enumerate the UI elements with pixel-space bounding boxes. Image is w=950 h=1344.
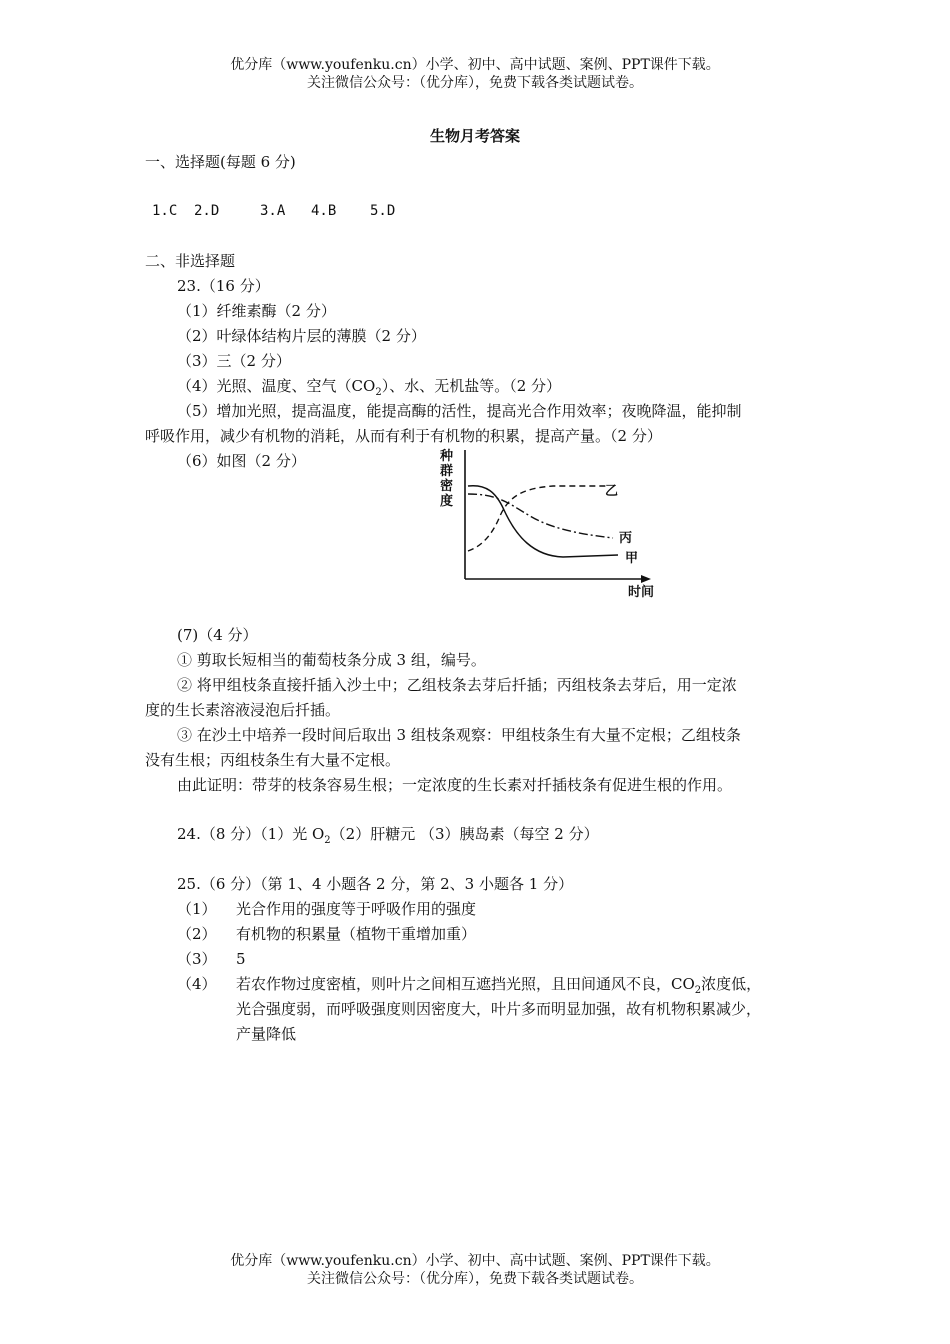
q23-answer-7-title: (7)（4 分） <box>177 626 258 644</box>
mc-answer-4: 4.B <box>311 203 337 219</box>
q24-answer: 24.（8 分）（1）光 $O_2(2)$肝糖元 （3）胰岛素（每空 2 分） <box>177 825 599 846</box>
header-line-2: 关注微信公众号：（优分库），免费下载各类试题试卷。 <box>307 75 643 91</box>
mc-answer-3: 3.A <box>260 203 286 219</box>
page-title: 生物月考答案 <box>429 127 520 145</box>
q25-item-3: （3） 5 <box>177 950 246 968</box>
q25-item-4-line-3: 产量降低 <box>236 1025 297 1043</box>
q23-answer-4: （4）光照、温度、空气$(CO_2)$、水、无机盐等。（2 分） <box>177 377 562 398</box>
footer-line-2: 关注微信公众号：（优分库），免费下载各类试题试卷。 <box>307 1271 643 1287</box>
q23-answer-3: （3）三（2 分） <box>177 352 291 370</box>
x-axis-label: 时间 <box>628 585 655 600</box>
curve-label-bing: 丙 <box>619 531 633 546</box>
mc-answer-1: 1.C <box>152 203 178 219</box>
q23-answer-5-line-2: 呼吸作用，减少有机物的消耗，从而有利于有机物的积累，提高产量。（2 分） <box>145 427 662 445</box>
q23-answer-7-step-2-line-2: 度的生长素溶液浸泡后扦插。 <box>145 701 341 719</box>
section2-heading: 二、非选择题 <box>145 252 236 270</box>
y-label-char-2: 群 <box>440 464 454 479</box>
q23-answer-5-line-1: （5）增加光照，提高温度，能提高酶的活性，提高光合作用效率；夜晚降温，能抑制 <box>177 402 742 420</box>
curve-bing <box>468 494 613 538</box>
q23-answer-7-step-1: ① 剪取长短相当的葡萄枝条分成 3 组，编号。 <box>177 651 486 669</box>
q23-answer-7-step-3-line-1: ③ 在沙土中培养一段时间后取出 3 组枝条观察：甲组枝条生有大量不定根；乙组枝条 <box>177 726 741 744</box>
q23-answer-2: （2）叶绿体结构片层的薄膜（2 分） <box>177 327 426 345</box>
y-label-char-3: 密 <box>440 479 454 494</box>
mc-answer-5: 5.D <box>370 203 396 219</box>
q23-title: 23.（16 分） <box>177 277 270 295</box>
q23-answer-7-step-2-line-1: ② 将甲组枝条直接扦插入沙土中；乙组枝条去芽后扦插；丙组枝条去芽后，用一定浓 <box>177 676 737 694</box>
q25-item-1: （1） 光合作用的强度等于呼吸作用的强度 <box>177 900 477 918</box>
q23-answer-6: （6）如图（2 分） <box>177 452 306 470</box>
y-label-char-4: 度 <box>440 494 454 509</box>
q23-answer-1: （1）纤维素酶（2 分） <box>177 302 336 320</box>
q23-answer-7-conclusion: 由此证明：带芽的枝条容易生根；一定浓度的生长素对扦插枝条有促进生根的作用。 <box>177 776 733 794</box>
curve-label-yi: 乙 <box>605 484 619 499</box>
footer-line-1: 优分库（www.youfenku.cn）小学、初中、高中试题、案例、PPT课件下载。 <box>230 1253 720 1269</box>
q25-item-2: （2） 有机物的积累量（植物干重增加重） <box>177 925 477 943</box>
y-label-char-1: 种 <box>440 449 454 464</box>
q25-item-4-line-1: 若农作物过度密植，则叶片之间相互遮挡光照，且田间通风不良，$CO_2$浓度低， <box>236 975 762 996</box>
x-axis-arrow <box>641 575 651 583</box>
q25-item-4-number: （4） <box>177 975 217 993</box>
mc-answer-2: 2.D <box>194 203 220 219</box>
population-density-graph <box>438 448 660 600</box>
q23-answer-7-step-3-line-2: 没有生根；丙组枝条生有大量不定根。 <box>145 751 401 769</box>
section1-heading: 一、选择题(每题 6 分) <box>145 153 296 171</box>
curve-label-jia: 甲 <box>625 551 639 566</box>
q25-title: 25.（6 分）（第 1、4 小题各 2 分，第 2、3 小题各 1 分） <box>177 875 574 893</box>
header-line-1: 优分库（www.youfenku.cn）小学、初中、高中试题、案例、PPT课件下载。 <box>230 57 720 73</box>
q25-item-4-line-2: 光合强度弱，而呼吸强度则因密度大，叶片多而明显加强，故有机物积累减少， <box>236 1000 762 1018</box>
